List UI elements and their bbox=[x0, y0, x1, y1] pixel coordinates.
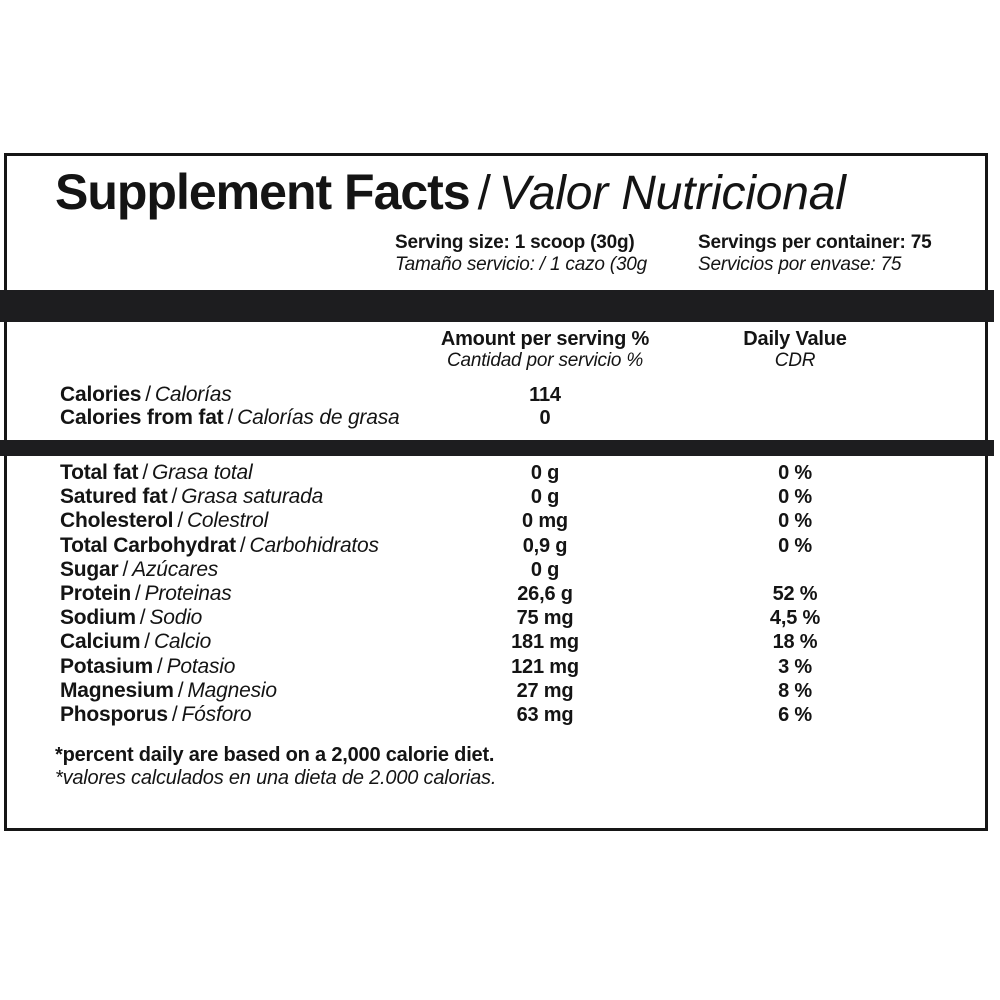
nutrient-name-spanish: Proteinas bbox=[144, 581, 232, 605]
nutrient-amount: 0 g bbox=[530, 558, 560, 581]
servings-per-container-spanish: Servicios por envase: 75 bbox=[698, 254, 902, 275]
nutrient-name bbox=[0, 461, 425, 485]
table-row bbox=[0, 509, 994, 533]
nutrient-amount: 0 g bbox=[530, 462, 560, 484]
nutrient-amount: 26,6 g bbox=[517, 582, 573, 605]
serving-size-block bbox=[395, 232, 647, 276]
nutrient-name-english: Sodium bbox=[60, 606, 136, 630]
nutrient-amount: 0 g bbox=[530, 486, 560, 509]
nutrient-daily-value: 4,5 % bbox=[769, 607, 821, 630]
table-row bbox=[0, 406, 994, 429]
nutrient-name bbox=[0, 582, 425, 606]
nutrient-name-spanish: Potasio bbox=[166, 654, 236, 678]
nutrient-amount: 181 mg bbox=[511, 631, 579, 654]
table-row bbox=[0, 461, 994, 485]
nutrient-name-spanish: Magnesio bbox=[187, 678, 277, 702]
title-separator: / bbox=[477, 167, 491, 220]
nutrient-daily-value: 0 % bbox=[778, 534, 812, 557]
nutrient-name-spanish: Fósforo bbox=[181, 702, 252, 726]
nutrient-name-separator: / bbox=[171, 702, 178, 726]
nutrient-amount: 63 mg bbox=[516, 703, 574, 726]
table-row bbox=[0, 534, 994, 558]
nutrient-amount: 0 bbox=[539, 407, 551, 429]
nutrient-daily-value: 6 % bbox=[778, 703, 812, 726]
nutrient-name bbox=[0, 534, 425, 558]
nutrient-name bbox=[0, 509, 425, 533]
nutrient-name-separator: / bbox=[156, 654, 163, 678]
nutrient-amount: 0,9 g bbox=[522, 534, 568, 557]
nutrient-daily-value: 18 % bbox=[772, 631, 818, 654]
servings-per-container-english: Servings per container: 75 bbox=[698, 232, 932, 253]
calories-rows bbox=[0, 383, 994, 429]
table-row bbox=[0, 383, 994, 406]
nutrient-name-spanish: Grasa saturada bbox=[181, 485, 324, 509]
label-title bbox=[55, 166, 846, 231]
column-header-daily-value bbox=[705, 329, 885, 371]
nutrient-name-english: Calories bbox=[60, 383, 142, 406]
nutrient-amount: 75 mg bbox=[516, 607, 574, 630]
nutrient-name-separator: / bbox=[177, 678, 184, 702]
serving-size-spanish: Tamaño servicio: / 1 cazo (30g bbox=[395, 254, 648, 275]
nutrient-name bbox=[0, 383, 425, 406]
table-row bbox=[0, 630, 994, 654]
footnote-spanish: *valores calculados en una dieta de 2.000 calorias. bbox=[55, 767, 497, 789]
nutrient-name-english: Calories from fat bbox=[60, 406, 224, 429]
nutrient-daily-value: 52 % bbox=[772, 582, 818, 605]
nutrient-name-separator: / bbox=[142, 461, 148, 484]
nutrient-name bbox=[0, 630, 425, 654]
nutrient-amount: 121 mg bbox=[511, 655, 579, 678]
nutrient-amount: 27 mg bbox=[516, 679, 574, 702]
nutrient-name-spanish: Calorías bbox=[154, 383, 232, 406]
nutrient-name-spanish: Grasa total bbox=[151, 461, 253, 484]
nutrient-name-english: Protein bbox=[60, 581, 131, 605]
nutrient-name bbox=[0, 703, 425, 727]
nutrient-name-spanish: Sodio bbox=[149, 606, 203, 630]
nutrient-name-spanish: Calorías de grasa bbox=[237, 406, 400, 429]
nutrient-name-separator: / bbox=[145, 383, 151, 406]
nutrient-name bbox=[0, 406, 425, 429]
amount-header-english: Amount per serving % bbox=[440, 328, 650, 350]
nutrient-name-separator: / bbox=[144, 630, 150, 654]
table-row bbox=[0, 606, 994, 630]
title-english: Supplement Facts bbox=[55, 164, 470, 220]
nutrient-name-separator: / bbox=[139, 606, 146, 630]
table-row bbox=[0, 655, 994, 679]
nutrient-name-english: Sugar bbox=[60, 557, 119, 581]
nutrient-name-spanish: Carbohidratos bbox=[249, 533, 379, 557]
amount-header-spanish: Cantidad por servicio % bbox=[446, 350, 644, 371]
serving-size-english: Serving size: 1 scoop (30g) bbox=[395, 232, 635, 253]
title-spanish: Valor Nutricional bbox=[498, 167, 846, 220]
nutrient-daily-value: 3 % bbox=[778, 655, 812, 678]
nutrient-name-spanish: Colestrol bbox=[186, 509, 269, 533]
nutrient-name-separator: / bbox=[227, 406, 234, 429]
nutrient-name-english: Total fat bbox=[60, 461, 139, 484]
nutrient-rows bbox=[0, 461, 994, 727]
nutrient-amount: 114 bbox=[529, 384, 561, 406]
table-row bbox=[0, 485, 994, 509]
nutrient-name-english: Satured fat bbox=[60, 485, 168, 509]
table-row bbox=[0, 679, 994, 703]
nutrient-name-english: Potasium bbox=[60, 654, 153, 678]
nutrient-name-english: Total Carbohydrat bbox=[60, 533, 236, 557]
nutrient-daily-value: 8 % bbox=[778, 679, 812, 702]
nutrient-name bbox=[0, 655, 425, 679]
nutrient-name-separator: / bbox=[122, 557, 129, 581]
nutrient-daily-value: 0 % bbox=[778, 486, 812, 509]
daily-value-header-english: Daily Value bbox=[743, 328, 847, 350]
nutrient-name-spanish: Azúcares bbox=[132, 557, 219, 581]
nutrient-name-separator: / bbox=[177, 509, 183, 533]
daily-value-header-spanish: CDR bbox=[774, 350, 816, 371]
nutrient-name bbox=[0, 606, 425, 630]
nutrient-name-english: Phosporus bbox=[60, 702, 168, 726]
footnote bbox=[55, 744, 496, 790]
nutrient-name bbox=[0, 558, 425, 582]
table-row bbox=[0, 582, 994, 606]
nutrient-name-separator: / bbox=[134, 581, 141, 605]
nutrient-amount: 0 mg bbox=[522, 510, 568, 533]
nutrient-daily-value: 0 % bbox=[778, 510, 812, 533]
column-header-amount bbox=[425, 329, 665, 371]
servings-per-container-block bbox=[698, 232, 931, 276]
divider-bar-thin bbox=[0, 440, 994, 456]
nutrient-name-english: Magnesium bbox=[60, 678, 174, 702]
nutrient-name-english: Cholesterol bbox=[60, 509, 174, 533]
nutrient-name-separator: / bbox=[239, 533, 246, 557]
table-row bbox=[0, 558, 994, 582]
nutrient-name-separator: / bbox=[171, 485, 178, 509]
nutrient-daily-value: 0 % bbox=[778, 462, 812, 484]
nutrient-name bbox=[0, 679, 425, 703]
nutrient-name bbox=[0, 485, 425, 509]
footnote-english: *percent daily are based on a 2,000 calorie diet. bbox=[55, 744, 495, 766]
divider-bar-thick bbox=[0, 290, 994, 322]
nutrient-name-english: Calcium bbox=[60, 630, 141, 654]
nutrient-name-spanish: Calcio bbox=[153, 630, 212, 654]
table-row bbox=[0, 703, 994, 727]
